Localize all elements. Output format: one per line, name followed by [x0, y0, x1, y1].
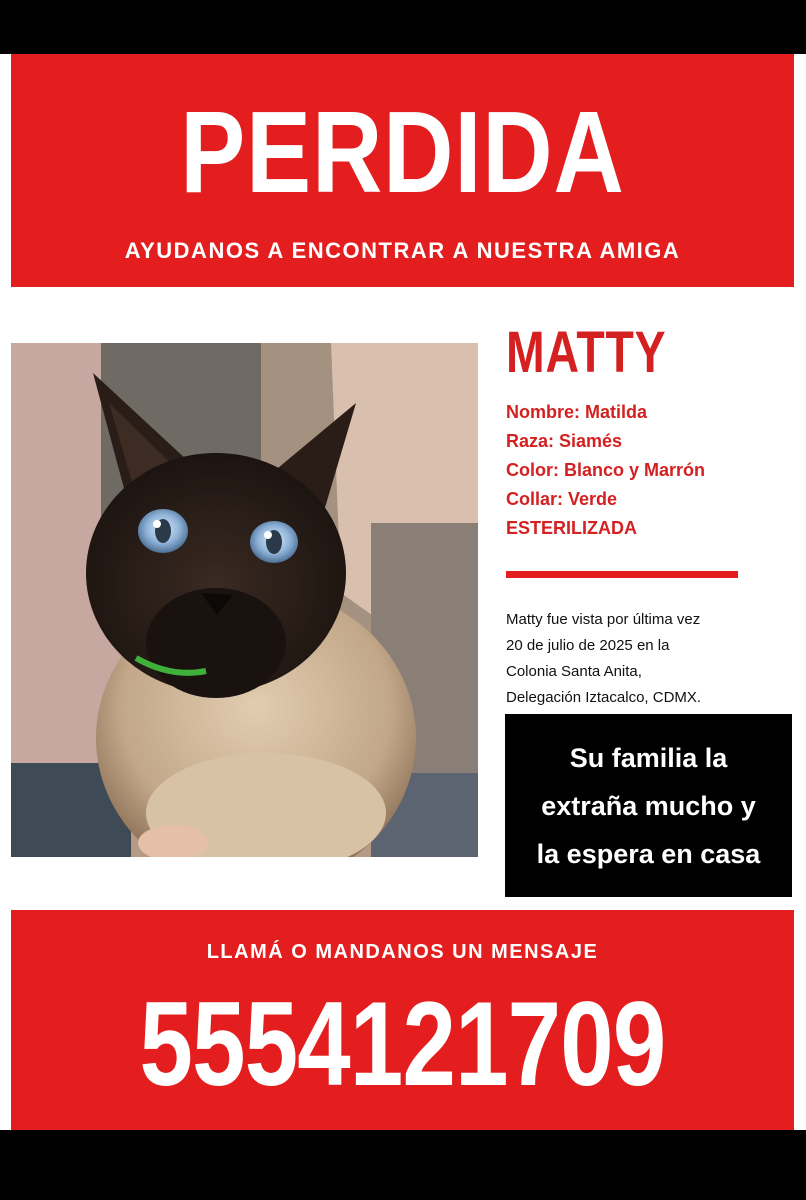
story-line: 20 de julio de 2025 en la [506, 637, 670, 654]
last-seen-text [506, 607, 796, 711]
siamese-cat-image [11, 343, 478, 857]
detail-color: Color: Blanco y Marrón [506, 460, 706, 480]
detail-collar: Collar: Verde [506, 489, 618, 509]
message-line: la espera en casa [536, 838, 761, 869]
message-line: Su familia la [569, 742, 728, 773]
detail-name: Nombre: Matilda [506, 402, 648, 422]
poster-title: PERDIDA [180, 87, 625, 217]
detail-sterilized: ESTERILIZADA [506, 518, 638, 538]
lost-pet-poster [0, 54, 806, 1130]
pet-details [506, 398, 705, 543]
contact-cta: LLAMÁ O MANDANOS UN MENSAJE [206, 941, 599, 963]
red-divider [506, 571, 738, 578]
story-line: Colonia Santa Anita, [506, 663, 642, 680]
cat-photo [11, 343, 478, 857]
family-message-box [505, 714, 792, 897]
phone-number[interactable]: 5554121709 [139, 977, 666, 1111]
header-banner [11, 54, 794, 287]
detail-breed: Raza: Siamés [506, 431, 623, 451]
pet-name: MATTY [506, 320, 667, 385]
story-line: Matty fue vista por última vez [506, 611, 701, 628]
message-line: extraña mucho y [541, 790, 756, 821]
story-line: Delegación Iztacalco, CDMX. [506, 689, 702, 706]
contact-banner [11, 910, 794, 1130]
family-message [531, 734, 767, 878]
poster-subtitle: AYUDANOS A ENCONTRAR A NUESTRA AMIGA [124, 238, 681, 263]
